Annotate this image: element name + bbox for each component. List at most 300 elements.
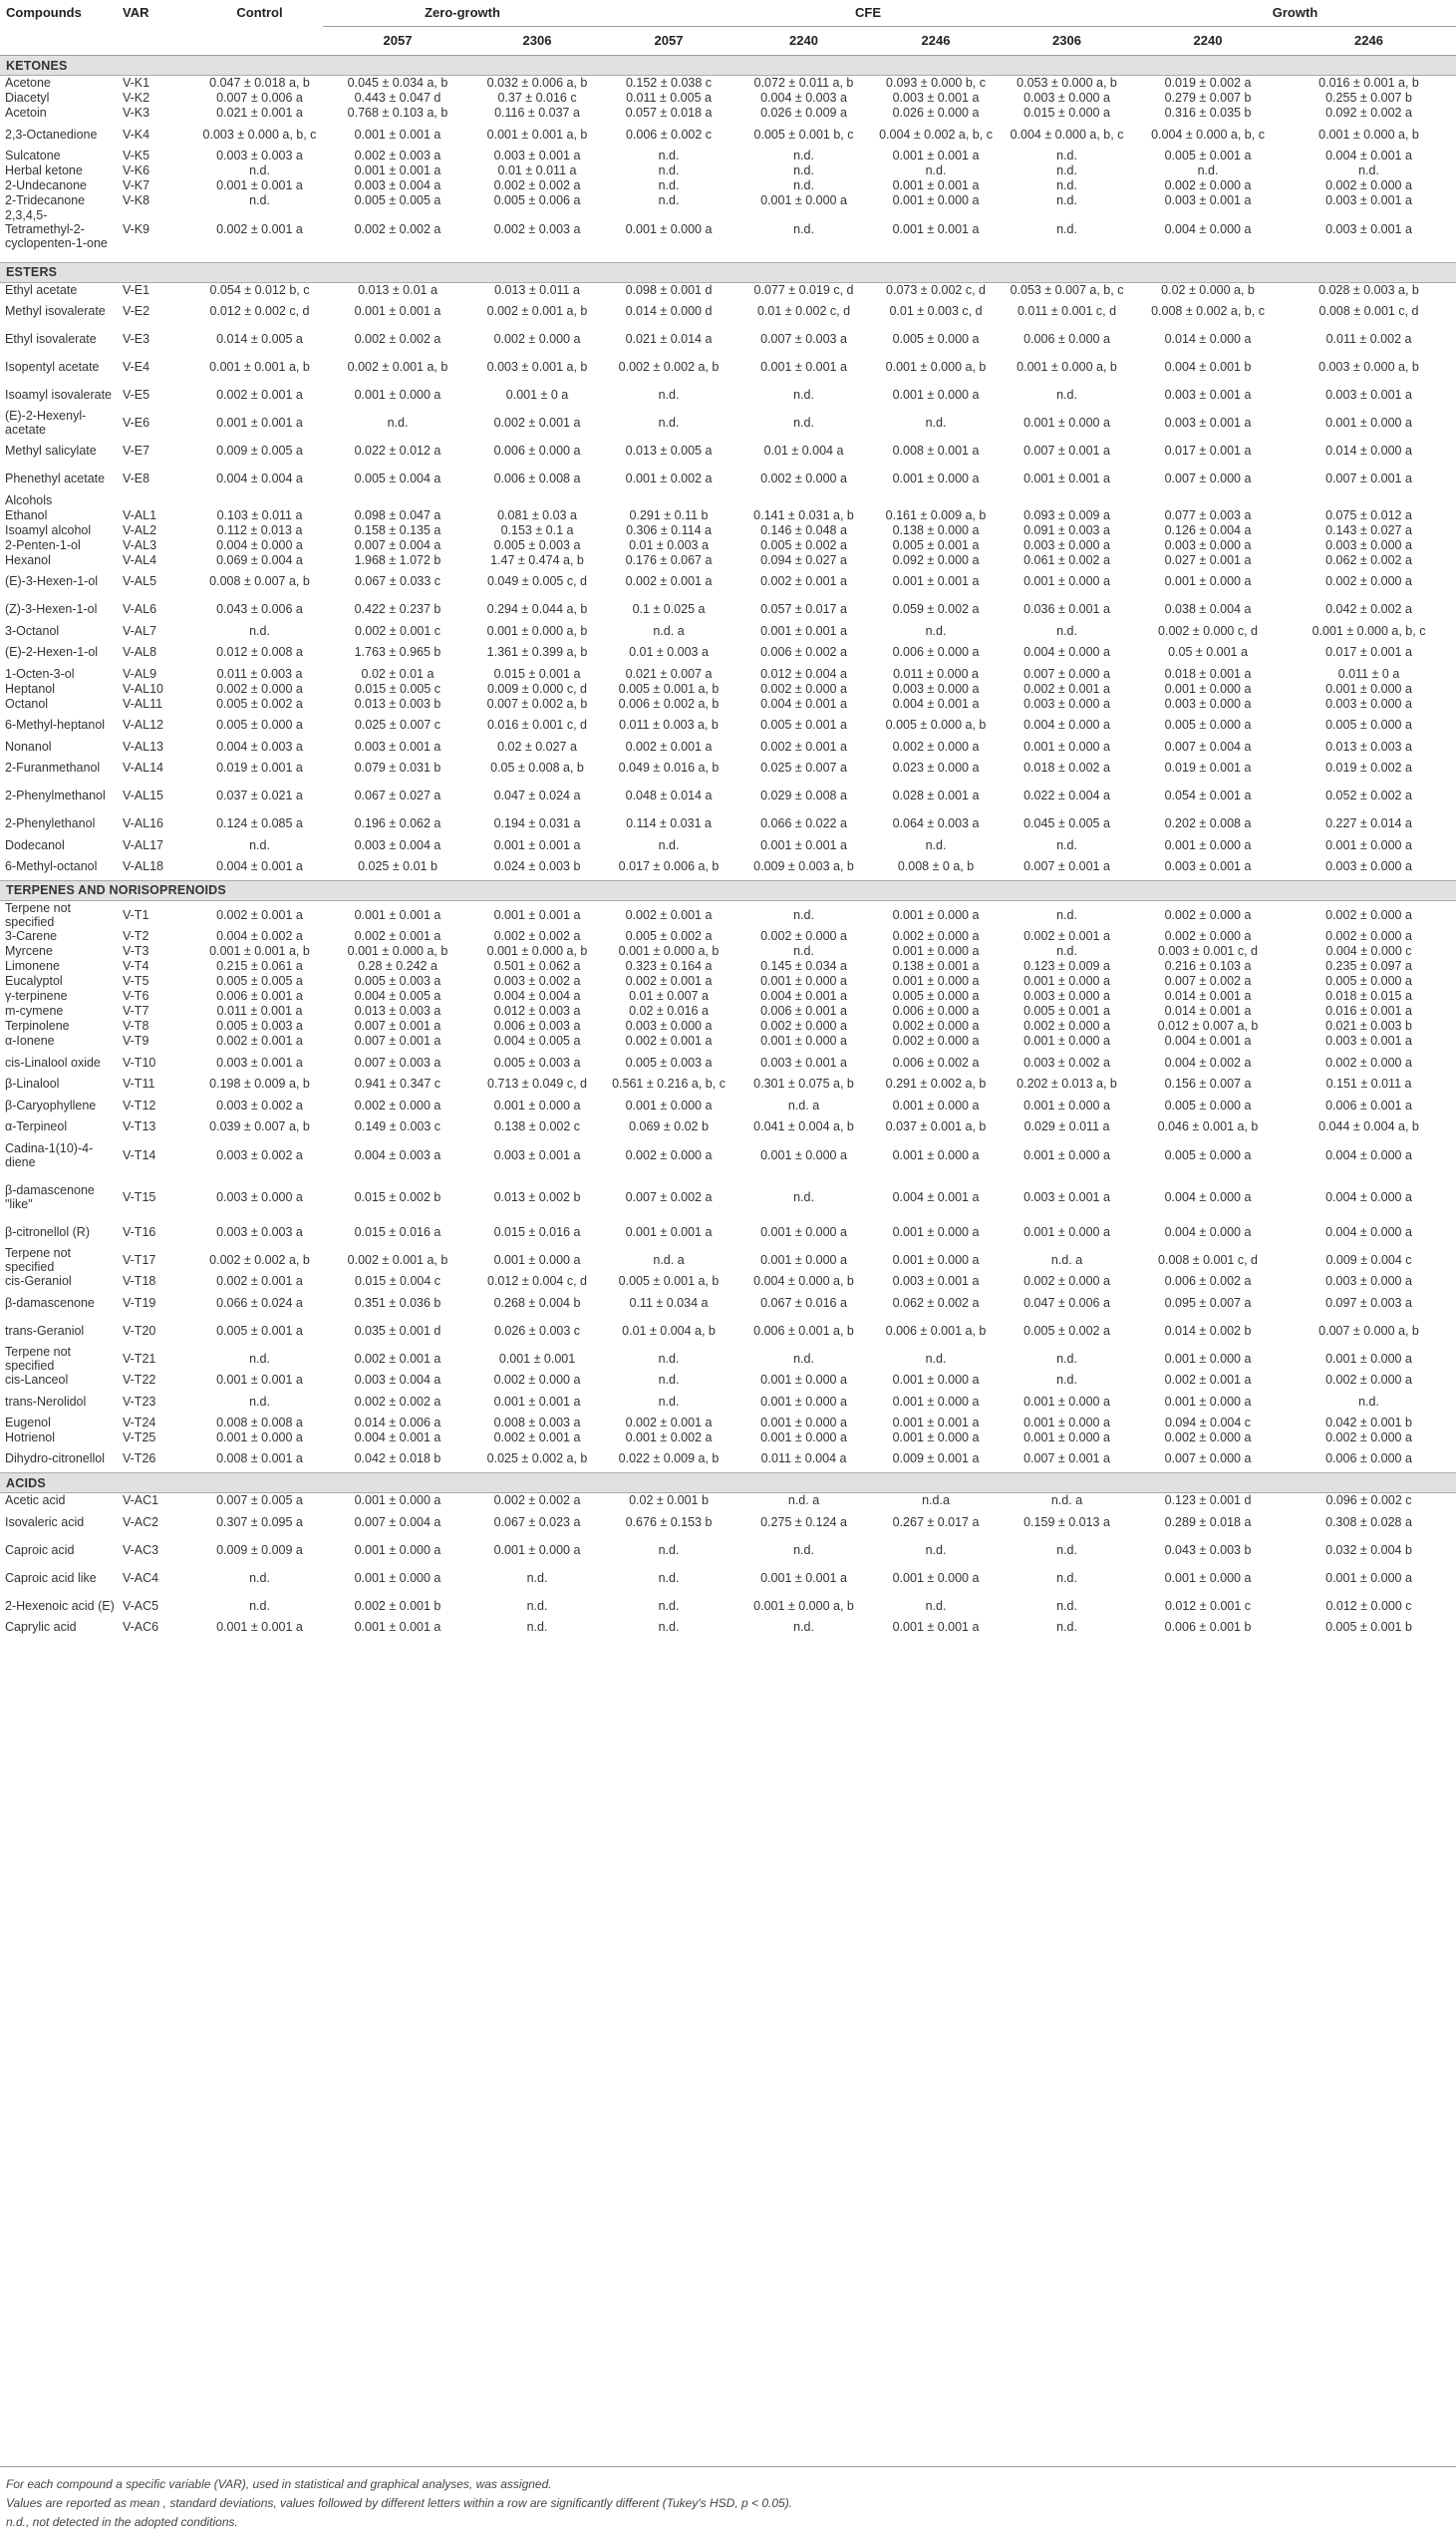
table-row <box>0 1493 1456 1508</box>
value-cell: 0.003 ± 0.001 a <box>216 1055 303 1070</box>
value-cell: 0.002 ± 0.001 b <box>354 1598 441 1613</box>
value-cell: 0.005 ± 0.001 b, c <box>753 127 854 142</box>
value-cell: 0.002 ± 0.001 a <box>625 739 713 754</box>
value-cell: 0.013 ± 0.01 a <box>358 282 437 297</box>
value-cell: 0.001 ± 0.000 a <box>1023 1416 1110 1429</box>
value-cell: 0.001 ± 0.001 a <box>760 360 847 374</box>
value-cell: 0.007 ± 0.004 a <box>354 537 441 552</box>
var-code: V-T20 <box>123 1323 156 1338</box>
value-cell: n.d. <box>658 163 680 177</box>
value-cell: 0.003 ± 0.000 a <box>625 1019 713 1033</box>
value-cell: 0.006 ± 0.002 a <box>760 645 847 659</box>
value-cell <box>1282 492 1456 507</box>
value-cell: 0.021 ± 0.007 a <box>625 666 713 681</box>
value-cell: 0.1 ± 0.025 a <box>632 602 706 616</box>
value-cell: 0.067 ± 0.033 c <box>354 574 441 588</box>
value-cell: 0.004 ± 0.001 a <box>760 989 847 1003</box>
table-row <box>0 163 1456 178</box>
value-cell: 0.028 ± 0.001 a <box>892 789 980 802</box>
value-cell: 0.062 ± 0.002 a <box>1325 552 1412 567</box>
value-cell: 0.138 ± 0.001 a <box>892 959 980 973</box>
value-cell: 0.008 ± 0 a, b <box>897 858 975 873</box>
value-cell: 0.012 ± 0.007 a, b <box>1157 1019 1259 1033</box>
value-cell: 0.003 ± 0.000 a <box>1164 537 1252 552</box>
table-row <box>0 852 1456 880</box>
value-cell: 0.007 ± 0.001 a <box>354 1034 441 1048</box>
value-cell: 0.008 ± 0.003 a <box>493 1416 581 1429</box>
value-cell: 0.009 ± 0.001 a <box>892 1451 980 1466</box>
compound-name: Nonanol <box>5 739 52 754</box>
value-cell: 0.001 ± 0.000 a <box>760 1034 847 1048</box>
value-cell: 0.062 ± 0.002 a <box>892 1295 980 1310</box>
subheader-cell: 2306 <box>1000 27 1134 56</box>
var-code: V-T3 <box>123 944 149 958</box>
value-cell: 0.001 ± 0.000 a <box>760 1416 847 1429</box>
value-cell: n.d. a <box>653 1252 685 1267</box>
table-row <box>0 353 1456 381</box>
value-cell: 0.002 ± 0.000 a <box>493 332 581 346</box>
value-cell: 0.023 ± 0.000 a <box>892 761 980 775</box>
value-cell: 0.002 ± 0.000 a <box>1164 929 1252 943</box>
table-row <box>0 1218 1456 1246</box>
value-cell: 0.019 ± 0.002 a <box>1164 76 1252 91</box>
value-cell: 0.008 ± 0.001 a <box>216 1451 303 1466</box>
value-cell: 0.009 ± 0.005 a <box>216 444 303 458</box>
value-cell: 0.001 ± 0.001 a, b <box>209 360 310 374</box>
value-cell: 0.005 ± 0.002 a <box>1023 1323 1110 1338</box>
value-cell: 0.289 ± 0.018 a <box>1164 1514 1252 1529</box>
value-cell: 0.002 ± 0.000 a <box>216 681 303 696</box>
value-cell: 0.005 ± 0.004 a <box>354 472 441 485</box>
var-code: V-AL17 <box>123 837 164 852</box>
compound-name: cis-Geraniol <box>5 1274 72 1288</box>
value-cell: 0.005 ± 0.000 a <box>216 718 303 732</box>
table-row <box>0 809 1456 837</box>
value-cell: 1.968 ± 1.072 b <box>354 552 441 567</box>
compound-name: 2,3-Octanedione <box>5 127 98 142</box>
value-cell: 0.007 ± 0.000 a <box>1164 472 1252 485</box>
value-cell: 0.002 ± 0.001 a <box>760 574 847 588</box>
value-cell: n.d. <box>793 944 814 958</box>
compound-name: Octanol <box>5 696 49 711</box>
value-cell: 0.032 ± 0.004 b <box>1325 1542 1412 1557</box>
value-cell: 0.004 ± 0.000 a <box>1164 1224 1252 1239</box>
value-cell: 0.022 ± 0.009 a, b <box>618 1451 720 1466</box>
compound-name: β-citronellol (R) <box>5 1224 90 1239</box>
var-code: V-T23 <box>123 1394 156 1409</box>
table-row <box>0 1388 1456 1416</box>
table-header <box>0 0 1456 56</box>
value-cell: 0.001 ± 0.001 a <box>216 178 303 192</box>
value-cell: 0.014 ± 0.006 a <box>354 1416 441 1429</box>
value-cell: 0.026 ± 0.003 c <box>493 1323 581 1338</box>
table-end-rule <box>0 2466 1456 2467</box>
compound-name: 2-Furanmethanol <box>5 761 101 775</box>
value-cell: n.d. <box>526 1598 548 1613</box>
table-row <box>0 1508 1456 1536</box>
value-cell: 0.014 ± 0.002 b <box>1164 1323 1252 1338</box>
value-cell: 0.001 ± 0.000 a <box>892 974 980 988</box>
value-cell: 0.007 ± 0.001 a <box>1023 444 1110 458</box>
compound-name: Myrcene <box>5 944 53 958</box>
value-cell: 0.011 ± 0.001 c, d <box>1017 304 1117 318</box>
var-code: V-AL9 <box>123 666 157 681</box>
value-cell: 0.008 ± 0.001 a <box>892 444 980 458</box>
value-cell: 0.005 ± 0.001 a <box>760 718 847 732</box>
value-cell: 0.007 ± 0.002 a <box>625 1189 713 1204</box>
value-cell: 0.001 ± 0.000 a <box>892 1098 980 1112</box>
value-cell <box>872 492 1000 507</box>
table-row <box>0 1134 1456 1176</box>
subheader-cell: 2240 <box>735 27 872 56</box>
value-cell: 0.001 ± 0.000 a <box>892 1147 980 1162</box>
value-cell: 0.027 ± 0.001 a <box>1164 552 1252 567</box>
value-cell: 0.001 ± 0.002 a <box>625 1430 713 1444</box>
value-cell: 0.042 ± 0.001 b <box>1325 1416 1412 1429</box>
value-cell: 0.004 ± 0.000 a <box>216 537 303 552</box>
value-cell: 0.007 ± 0.000 a <box>1023 666 1110 681</box>
compound-name: Terpene not specified <box>5 900 72 929</box>
value-cell: 0.002 ± 0.001 a <box>354 1351 441 1366</box>
table-row <box>0 974 1456 989</box>
value-cell: 0.006 ± 0.001 a <box>760 1004 847 1018</box>
var-code: V-T13 <box>123 1119 156 1133</box>
value-cell: 0.006 ± 0.001 a, b <box>885 1323 987 1338</box>
value-cell: 0.003 ± 0.001 a <box>354 739 441 754</box>
var-code: V-AC1 <box>123 1493 159 1508</box>
value-cell: 0.004 ± 0.002 a <box>216 929 303 943</box>
value-cell: 0.057 ± 0.017 a <box>760 602 847 616</box>
value-cell: 0.005 ± 0.003 a <box>216 1019 303 1033</box>
value-cell: 0.011 ± 0.001 a <box>216 1004 303 1018</box>
value-cell: 0.001 ± 0.000 a <box>892 1430 980 1444</box>
value-cell: 0.001 ± 0.001 a <box>354 1620 441 1634</box>
value-cell: n.d. <box>1056 193 1077 207</box>
value-cell: 0.002 ± 0.000 a <box>1325 1373 1412 1387</box>
value-cell: 0.002 ± 0.002 a, b <box>618 360 720 374</box>
value-cell: 0.013 ± 0.003 a <box>354 1004 441 1018</box>
value-cell: 0.005 ± 0.002 a <box>625 929 713 943</box>
value-cell: n.d. <box>1056 149 1077 162</box>
value-cell: 0.053 ± 0.007 a, b, c <box>1010 282 1124 297</box>
value-cell: 0.28 ± 0.242 a <box>358 959 437 973</box>
value-cell: n.d. <box>1056 1620 1077 1634</box>
value-cell: 0.001 ± 0.001 a <box>892 221 980 236</box>
value-cell: 0.004 ± 0.001 a <box>1325 149 1412 162</box>
value-cell: 0.001 ± 0.000 a <box>892 1252 980 1267</box>
value-cell: 0.006 ± 0.002 a, b <box>618 696 720 711</box>
value-cell: 0.001 ± 0.000 a <box>1023 416 1110 430</box>
value-cell: 0.077 ± 0.003 a <box>1164 507 1252 522</box>
value-cell: 0.007 ± 0.003 a <box>760 332 847 346</box>
compound-name: Dodecanol <box>5 837 65 852</box>
value-cell: 0.001 ± 0.001 a <box>493 907 581 922</box>
value-cell: n.d. <box>658 388 680 402</box>
value-cell: 0.308 ± 0.028 a <box>1325 1514 1412 1529</box>
value-cell: 0.141 ± 0.031 a, b <box>753 507 854 522</box>
value-cell: 0.077 ± 0.019 c, d <box>753 282 854 297</box>
compound-name: Cadina-1(10)-4-diene <box>5 1140 94 1169</box>
value-cell: 0.014 ± 0.000 d <box>625 304 713 318</box>
value-cell: 0.002 ± 0.001 a <box>625 907 713 922</box>
value-cell: 0.176 ± 0.067 a <box>625 552 713 567</box>
value-cell: 0.011 ± 0.003 a, b <box>619 718 719 732</box>
compound-name: Alcohols <box>5 492 53 507</box>
value-cell: 0.005 ± 0.000 a <box>1164 1098 1252 1112</box>
compound-name: 2-Phenylethanol <box>5 816 96 830</box>
value-cell: 0.941 ± 0.347 c <box>354 1077 441 1091</box>
var-code: V-AL15 <box>123 789 164 802</box>
table-row <box>0 1345 1456 1373</box>
value-cell: 0.002 ± 0.001 a <box>216 388 303 402</box>
var-code: V-T17 <box>123 1252 156 1267</box>
table-row <box>0 178 1456 193</box>
table-row <box>0 1536 1456 1564</box>
table-row <box>0 666 1456 681</box>
value-cell: n.d. <box>793 163 814 177</box>
value-cell: 0.098 ± 0.047 a <box>354 507 441 522</box>
table-row <box>0 1430 1456 1445</box>
value-cell: 0.004 ± 0.000 a <box>1325 1147 1412 1162</box>
value-cell: 0.002 ± 0.002 a <box>354 332 441 346</box>
value-cell: n.d. a <box>787 1493 820 1508</box>
value-cell: 0.001 ± 0.000 a <box>1325 681 1412 696</box>
value-cell: 0.561 ± 0.216 a, b, c <box>612 1077 726 1091</box>
value-cell: 0.012 ± 0.001 c <box>1164 1598 1252 1613</box>
value-cell: 0.017 ± 0.001 a <box>1164 444 1252 458</box>
value-cell: 0.126 ± 0.004 a <box>1164 522 1252 537</box>
value-cell: 0.138 ± 0.000 a <box>892 522 980 537</box>
value-cell: 0.066 ± 0.024 a <box>216 1295 303 1310</box>
value-cell: 0.013 ± 0.005 a <box>625 444 713 458</box>
value-cell: 0.057 ± 0.018 a <box>625 106 713 120</box>
value-cell: 0.001 ± 0.000 a <box>892 388 980 402</box>
table-row <box>0 149 1456 163</box>
value-cell: 0.005 ± 0.003 a <box>493 1055 581 1070</box>
var-code: V-AC2 <box>123 1514 159 1529</box>
var-code: V-AL4 <box>123 552 157 567</box>
value-cell: 0.002 ± 0.001 a <box>216 221 303 236</box>
value-cell: 0.001 ± 0.000 a <box>354 388 441 402</box>
section-header-row <box>0 1473 1456 1493</box>
value-cell: 0.001 ± 0.001 a, b <box>486 127 588 142</box>
value-cell: 0.024 ± 0.003 b <box>493 858 581 873</box>
value-cell: n.d. <box>249 1351 270 1366</box>
table-row <box>0 537 1456 552</box>
value-cell: 0.004 ± 0.001 a <box>216 858 303 873</box>
var-code: V-T4 <box>123 959 149 973</box>
value-cell: 0.028 ± 0.003 a, b <box>1318 282 1419 297</box>
value-cell: 0.004 ± 0.001 a <box>760 696 847 711</box>
spacer-cell <box>0 250 1456 263</box>
value-cell: n.d. <box>1056 837 1077 852</box>
value-cell: 0.005 ± 0.001 a <box>1023 1004 1110 1018</box>
value-cell: 0.001 ± 0.000 a <box>1325 416 1412 430</box>
value-cell: n.d. <box>1056 163 1077 177</box>
var-code: V-E7 <box>123 444 150 458</box>
table-row <box>0 754 1456 782</box>
compound-name: γ-terpinene <box>5 989 68 1003</box>
table-row <box>0 1004 1456 1019</box>
value-cell: n.d. a <box>1050 1493 1083 1508</box>
value-cell: 0.003 ± 0.001 a <box>1325 1034 1412 1048</box>
value-cell: n.d. <box>249 623 270 638</box>
var-code: V-K4 <box>123 127 150 142</box>
value-cell: 0.001 ± 0.000 a <box>892 193 980 207</box>
compound-name: Isovaleric acid <box>5 1514 85 1529</box>
var-code: V-AL12 <box>123 718 164 732</box>
value-cell: 0.001 ± 0.000 a <box>625 221 713 236</box>
value-cell: 0.002 ± 0.000 a <box>1164 1430 1252 1444</box>
value-cell: 0.003 ± 0.000 a <box>1023 696 1110 711</box>
var-code: V-K6 <box>123 163 150 177</box>
value-cell: 0.069 ± 0.02 b <box>629 1119 709 1133</box>
table-row <box>0 989 1456 1004</box>
value-cell: 0.002 ± 0.000 a <box>1023 1274 1110 1288</box>
value-cell: 0.001 ± 0.000 a, b <box>618 944 720 958</box>
value-cell: 0.161 ± 0.009 a, b <box>885 507 987 522</box>
value-cell: 0.01 ± 0.004 a, b <box>622 1323 716 1338</box>
value-cell: 0.215 ± 0.061 a <box>216 959 303 973</box>
value-cell: 0.003 ± 0.001 a <box>892 1274 980 1288</box>
value-cell: 0.291 ± 0.002 a, b <box>885 1077 987 1091</box>
value-cell: 0.002 ± 0.001 a, b <box>486 304 588 318</box>
compound-name: Caproic acid like <box>5 1570 97 1585</box>
value-cell: 0.007 ± 0.000 a <box>1164 1451 1252 1466</box>
value-cell: 0.008 ± 0.008 a <box>216 1416 303 1429</box>
value-cell <box>735 492 872 507</box>
value-cell: n.d. <box>1056 388 1077 402</box>
value-cell: 0.001 ± 0.000 a <box>1164 1570 1252 1585</box>
value-cell: 0.006 ± 0.000 a <box>493 444 581 458</box>
value-cell: n.d. <box>249 1394 270 1409</box>
value-cell: 0.009 ± 0.009 a <box>216 1542 303 1557</box>
value-cell: 0.047 ± 0.006 a <box>1023 1295 1110 1310</box>
value-cell: n.d. <box>793 221 814 236</box>
value-cell: 0.046 ± 0.001 a, b <box>1157 1119 1259 1133</box>
value-cell: 0.002 ± 0.001 a <box>216 1034 303 1048</box>
value-cell: 0.01 ± 0.003 c, d <box>889 304 983 318</box>
value-cell: 0.001 ± 0.000 a <box>1325 1570 1412 1585</box>
value-cell: 0.11 ± 0.034 a <box>629 1295 709 1310</box>
value-cell: 0.012 ± 0.004 a <box>760 666 847 681</box>
value-cell: 0.014 ± 0.001 a <box>1164 989 1252 1003</box>
value-cell: 0.202 ± 0.013 a, b <box>1017 1077 1117 1091</box>
value-cell: 0.116 ± 0.037 a <box>494 106 580 120</box>
value-cell: n.d. <box>793 1542 814 1557</box>
value-cell: 0.004 ± 0.001 a <box>354 1430 441 1444</box>
value-cell: 0.021 ± 0.014 a <box>625 332 713 346</box>
value-cell: 0.012 ± 0.003 a <box>493 1004 581 1018</box>
value-cell: 0.007 ± 0.004 a <box>1164 739 1252 754</box>
value-cell: 0.001 ± 0.001 a <box>354 163 441 177</box>
table-row <box>0 681 1456 696</box>
value-cell: 0.006 ± 0.001 a, b <box>753 1323 854 1338</box>
value-cell: 0.001 ± 0.000 a <box>760 974 847 988</box>
value-cell: 0.002 ± 0.002 a <box>493 1493 581 1508</box>
value-cell: n.d. <box>249 837 270 852</box>
value-cell: 0.092 ± 0.002 a <box>1325 106 1412 120</box>
value-cell: 0.005 ± 0.001 a <box>892 537 980 552</box>
value-cell: 0.003 ± 0.001 a <box>1325 221 1412 236</box>
value-cell: 0.001 ± 0.000 a <box>354 1570 441 1585</box>
section-header-row <box>0 262 1456 282</box>
value-cell: 0.294 ± 0.044 a, b <box>486 602 588 616</box>
var-code: V-AL2 <box>123 522 157 537</box>
value-cell: 0.003 ± 0.003 a <box>216 1224 303 1239</box>
value-cell: 0.005 ± 0.000 a <box>1164 718 1252 732</box>
value-cell: 0.279 ± 0.007 b <box>1164 91 1252 105</box>
table-row <box>0 552 1456 567</box>
value-cell: 0.05 ± 0.008 a, b <box>490 761 584 775</box>
value-cell: 0.016 ± 0.001 a, b <box>1318 76 1419 91</box>
compound-name: Isopentyl acetate <box>5 360 100 374</box>
value-cell: 0.022 ± 0.004 a <box>1023 789 1110 802</box>
value-cell: 0.012 ± 0.008 a <box>216 645 303 659</box>
compound-name: 2-Penten-1-ol <box>5 537 81 552</box>
value-cell: n.d. <box>658 149 680 162</box>
value-cell: 0.005 ± 0.000 a <box>1325 718 1412 732</box>
table-row <box>0 106 1456 121</box>
value-cell: 0.006 ± 0.008 a <box>493 472 581 485</box>
value-cell: 0.001 ± 0.000 a <box>493 1098 581 1112</box>
value-cell: 0.005 ± 0.001 a, b <box>618 1274 720 1288</box>
compound-name: Acetic acid <box>5 1493 66 1508</box>
value-cell: 0.112 ± 0.013 a <box>216 522 303 537</box>
value-cell: 0.001 ± 0.000 a, b <box>1318 127 1419 142</box>
compound-name: Hexanol <box>5 552 51 567</box>
value-cell: 0.001 ± 0.000 a, b <box>486 944 588 958</box>
value-cell: n.d. <box>1056 178 1077 192</box>
compound-name: Methyl isovalerate <box>5 304 106 318</box>
value-cell: 0.267 ± 0.017 a <box>892 1514 980 1529</box>
value-cell: 0.003 ± 0.000 a <box>1325 1274 1412 1288</box>
value-cell: n.d. <box>658 1570 680 1585</box>
value-cell: 0.092 ± 0.000 a <box>892 552 980 567</box>
value-cell: 0.075 ± 0.012 a <box>1325 507 1412 522</box>
value-cell: 0.02 ± 0.01 a <box>361 666 435 681</box>
table-footnotes <box>6 2475 792 2532</box>
col-var: VAR <box>123 5 149 21</box>
value-cell: 0.001 ± 0.000 a <box>1023 739 1110 754</box>
value-cell: 0.001 ± 0.000 a <box>1325 837 1412 852</box>
value-cell: n.d. <box>793 388 814 402</box>
subheader-cell <box>117 27 196 56</box>
value-cell: n.d. <box>925 163 947 177</box>
value-cell: 0.216 ± 0.103 a <box>1164 959 1252 973</box>
value-cell: 0.007 ± 0.001 a <box>1023 858 1110 873</box>
value-cell: 0.138 ± 0.002 c <box>493 1119 581 1133</box>
value-cell: n.d. <box>1358 1394 1379 1409</box>
value-cell: 0.02 ± 0.027 a <box>497 739 577 754</box>
value-cell: 0.001 ± 0.000 a <box>760 1224 847 1239</box>
value-cell: 0.005 ± 0.003 a <box>625 1055 713 1070</box>
value-cell: 0.001 ± 0.000 a <box>1164 1351 1252 1366</box>
var-code: V-T14 <box>123 1147 156 1162</box>
value-cell: 0.01 ± 0.007 a <box>629 989 709 1003</box>
value-cell: n.d. <box>1056 907 1077 922</box>
value-cell: 0.001 ± 0.000 a <box>760 1147 847 1162</box>
value-cell: n.d. <box>793 416 814 430</box>
value-cell: 0.036 ± 0.001 a <box>1023 602 1110 616</box>
table-row <box>0 711 1456 739</box>
value-cell: n.d. <box>793 149 814 162</box>
value-cell: 0.004 ± 0.000 c <box>1325 944 1412 958</box>
var-code: V-AL11 <box>123 696 163 711</box>
value-cell: 0.006 ± 0.001 a <box>216 989 303 1003</box>
var-code: V-K3 <box>123 106 150 120</box>
value-cell: n.d. <box>249 1570 270 1585</box>
